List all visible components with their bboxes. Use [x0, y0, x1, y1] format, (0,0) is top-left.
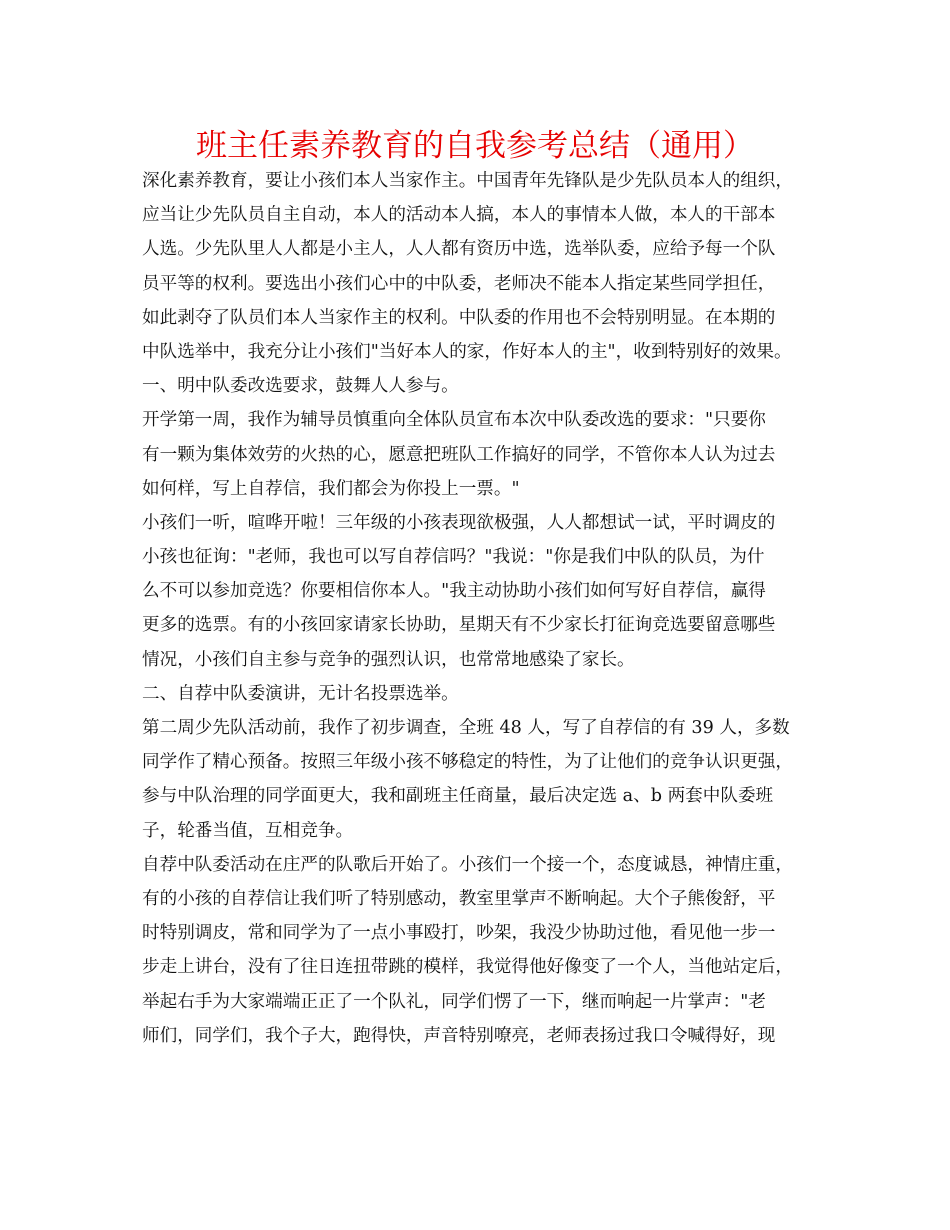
body-line: 么不可以参加竞选？你要相信你本人。"我主动协助小孩们如何写好自荐信，赢得	[142, 581, 766, 602]
body-line: 小孩也征询："老师，我也可以写自荐信吗？"我说："你是我们中队的队员，为什	[142, 547, 765, 568]
body-line: 师们，同学们，我个子大，跑得快，声音特别嘹亮，老师表扬过我口令喊得好，现	[142, 1025, 776, 1046]
body-line: 参与中队治理的同学面更大，我和副班主任商量，最后决定选 a、b 两套中队委班	[142, 786, 774, 807]
body-line: 同学作了精心预备。按照三年级小孩不够稳定的特性，为了让他们的竞争认识更强，	[142, 752, 793, 773]
body-line: 有一颗为集体效劳的火热的心，愿意把班队工作搞好的同学，不管你本人认为过去	[142, 444, 776, 465]
document-title: 班主任素养教育的自我参考总结（通用）	[196, 128, 754, 164]
body-line: 开学第一周，我作为辅导员慎重向全体队员宣布本次中队委改选的要求："只要你	[142, 410, 766, 431]
body-line: 步走上讲台，没有了往日连扭带跳的模样，我觉得他好像变了一个人，当他站定后，	[142, 957, 793, 978]
body-line: 更多的选票。有的小孩回家请家长协助，星期天有不少家长打征询竞选要留意哪些	[142, 615, 776, 636]
body-line: 子，轮番当值，互相竞争。	[142, 820, 354, 841]
body-line: 深化素养教育，要让小孩们本人当家作主。中国青年先锋队是少先队员本人的组织，	[142, 171, 793, 191]
section-heading: 二、自荐中队委演讲，无计名投票选举。	[142, 683, 459, 704]
body-line: 举起右手为大家端端正正了一个队礼，同学们愣了一下，继而响起一片掌声："老	[142, 991, 766, 1012]
body-line: 中队选举中，我充分让小孩们"当好本人的家，作好本人的主"，收到特别好的效果。	[142, 341, 792, 362]
body-line: 时特别调皮，常和同学为了一点小事殴打，吵架，我没少协助过他，看见他一步一	[142, 923, 776, 944]
body-line: 如何样，写上自荐信，我们都会为你投上一票。"	[142, 478, 520, 499]
body-line: 有的小孩的自荐信让我们听了特别感动，教室里掌声不断响起。大个子熊俊舒，平	[142, 888, 776, 909]
section-heading: 一、明中队委改选要求，鼓舞人人参与。	[142, 376, 459, 397]
body-line: 员平等的权利。要选出小孩们心中的中队委，老师决不能本人指定某些同学担任，	[142, 273, 776, 294]
body-line: 如此剥夺了队员们本人当家作主的权利。中队委的作用也不会特别明显。在本期的	[142, 307, 776, 328]
body-line: 情况，小孩们自主参与竞争的强烈认识，也常常地感染了家长。	[142, 649, 635, 670]
body-line: 自荐中队委活动在庄严的队歌后开始了。小孩们一个接一个，态度诚恳，神情庄重，	[142, 854, 793, 875]
body-line: 人选。少先队里人人都是小主人，人人都有资历中选，选举队委，应给予每一个队	[142, 239, 776, 260]
body-line: 小孩们一听，喧哗开啦！三年级的小孩表现欲极强，人人都想试一试，平时调皮的	[142, 512, 776, 533]
body-line: 第二周少先队活动前，我作了初步调查，全班 48 人，写了自荐信的有 39 人，多数	[142, 718, 790, 738]
document-body	[142, 164, 822, 1053]
body-line: 应当让少先队员自主自动，本人的活动本人搞，本人的事情本人做，本人的干部本	[142, 205, 776, 226]
